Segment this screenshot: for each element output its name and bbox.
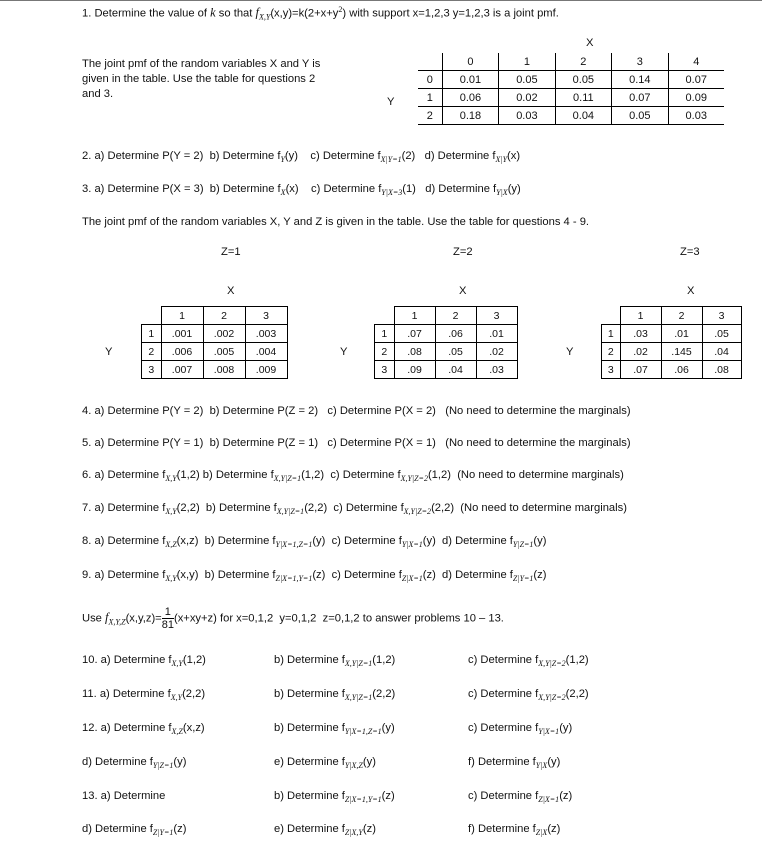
q10-a-sub: X,Y [171, 659, 183, 668]
q6-part-b: b) Determine f [202, 469, 274, 481]
z1-x-header: 3 [245, 307, 287, 325]
q13-c-sub: Z|X=1 [538, 795, 560, 804]
q10-part-b-wrap [274, 654, 395, 668]
table-cell: .04 [435, 361, 476, 379]
q8-part-b: b) Determine f [204, 535, 276, 547]
intro1-line-2: given in the table. Use the table for questions 2 [82, 73, 316, 85]
table1-x-header: 3 [612, 53, 668, 71]
q13-part-d-wrap [82, 823, 186, 837]
q2-d-arg: (x) [507, 150, 521, 162]
table1-x-header: 0 [442, 53, 498, 71]
q7-b-sub: X,Y|Z=1 [276, 507, 305, 516]
q7-note: (No need to determine marginals) [460, 502, 627, 514]
q12-c-arg: (y) [559, 722, 573, 734]
q2-part-d: d) Determine f [424, 150, 496, 162]
q8-d-arg: (y) [533, 535, 547, 547]
q12-f-arg: (y) [547, 756, 561, 768]
fraction-1-81 [162, 606, 174, 631]
use-lhs: (x,y,z)= [125, 612, 162, 625]
q3-c-arg: (1) [402, 183, 416, 195]
q10-c-sub: X,Y|Z=2 [538, 659, 566, 668]
q1-support: with support [349, 7, 410, 20]
q12-a-arg: (x,z) [182, 722, 205, 734]
table-cell: .002 [203, 325, 245, 343]
table-cell: .006 [161, 343, 203, 361]
z2-x-header: 2 [435, 307, 476, 325]
q9-c-sub: Z|X=1 [401, 574, 423, 583]
page-top-border [0, 0, 762, 1]
use-rhs: (x+xy+z) [173, 612, 217, 625]
table-cell: 0.09 [668, 89, 724, 107]
q12-part-f-wrap [468, 756, 560, 770]
q12-part-b-wrap [274, 722, 395, 736]
q1-xrange: x=1,2,3 [412, 7, 450, 20]
q1-tail: is a joint pmf. [492, 7, 559, 20]
table-cell: 0.06 [442, 89, 498, 107]
q11-b-arg: (2,2) [372, 688, 396, 700]
table-cell: .007 [161, 361, 203, 379]
q1-sup: 2 [338, 5, 343, 14]
q13-d-arg: (z) [173, 823, 187, 835]
question-1 [82, 5, 559, 22]
use-f: f [105, 610, 109, 625]
q7-part-a: 7. a) Determine f [82, 502, 166, 514]
z1-x-header: 1 [161, 307, 203, 325]
q2-part-c: c) Determine f [310, 150, 381, 162]
q1-close: ) [342, 7, 347, 20]
q11-part-c-wrap [468, 688, 589, 702]
q13-part-b: b) Determine f [274, 790, 345, 802]
q12-part-f: f) Determine f [468, 756, 536, 768]
q11-part-b: b) Determine f [274, 688, 345, 700]
table1-corner [418, 53, 442, 71]
q2-part-b: b) Determine f [209, 150, 281, 162]
question-3 [82, 183, 521, 197]
q13-e-arg: (z) [362, 823, 376, 835]
table-cell: .02 [620, 343, 661, 361]
q4-part-b: b) Determine P(Z = 2) [209, 405, 319, 417]
table-cell: .06 [661, 361, 702, 379]
use-sub: X,Y,Z [108, 617, 126, 627]
z2-x-header: 3 [476, 307, 517, 325]
q3-d-arg: (y) [507, 183, 521, 195]
table1-y-header: 1 [418, 89, 442, 107]
table-row [142, 361, 288, 379]
use-pre: Use [82, 612, 102, 625]
table-cell: .04 [702, 343, 741, 361]
z2-corner [375, 307, 395, 325]
z1-corner [142, 307, 162, 325]
table-cell: .01 [476, 325, 517, 343]
q6-c-arg: (1,2) [427, 469, 451, 481]
q13-part-e-wrap [274, 823, 376, 837]
intro-paragraph-1 [82, 57, 320, 102]
table-cell: .001 [161, 325, 203, 343]
q12-a-sub: X,Z [171, 727, 183, 736]
q8-a-arg: (x,z) [176, 535, 199, 547]
table-cell: 0.11 [555, 89, 611, 107]
table-cell: .07 [394, 325, 435, 343]
q12-part-e-wrap [274, 756, 376, 770]
z2-x-label: X [459, 285, 467, 297]
table-cell: 0.07 [612, 89, 668, 107]
z3-corner [602, 307, 621, 325]
q8-part-c: c) Determine f [331, 535, 402, 547]
q2-c-arg: (2) [401, 150, 416, 162]
table-cell: .07 [620, 361, 661, 379]
joint-pmf-table-z3 [601, 306, 742, 379]
q7-a-sub: X,Y [165, 507, 177, 516]
q10-part-a-wrap [82, 654, 206, 668]
question-9 [82, 569, 546, 583]
q4-part-a: 4. a) Determine P(Y = 2) [82, 405, 204, 417]
q12-part-a-wrap [82, 722, 205, 736]
q4-part-c: c) Determine P(X = 2) [327, 405, 436, 417]
q10-part-c: c) Determine f [468, 654, 539, 666]
table-cell: .005 [203, 343, 245, 361]
q2-b-arg: (y) [284, 150, 298, 162]
q9-part-a: 9. a) Determine f [82, 569, 166, 581]
table1-y-header: 0 [418, 71, 442, 89]
q3-part-d: d) Determine f [425, 183, 497, 195]
q10-c-arg: (1,2) [565, 654, 589, 666]
q10-part-a: 10. a) Determine f [82, 654, 172, 666]
table-cell: .01 [661, 325, 702, 343]
q6-a-arg: (1,2) [176, 469, 200, 481]
table-row [418, 107, 724, 125]
question-8 [82, 535, 546, 549]
q9-part-b: b) Determine f [204, 569, 276, 581]
z2-y-header: 2 [375, 343, 395, 361]
q7-c-sub: X,Y|Z=2 [403, 507, 432, 516]
z3-y-header: 1 [602, 325, 621, 343]
table-cell: .03 [620, 325, 661, 343]
z1-y-label: Y [105, 346, 113, 358]
q1-yrange: y=1,2,3 [452, 7, 490, 20]
q8-c-arg: (y) [422, 535, 436, 547]
q10-part-c-wrap [468, 654, 589, 668]
table-cell: .008 [203, 361, 245, 379]
q13-f-sub: Z|X [535, 828, 548, 837]
q9-a-arg: (x,y) [176, 569, 199, 581]
q9-b-sub: Z|X=1,Y=1 [275, 574, 313, 583]
question-4 [82, 405, 631, 417]
q12-part-c-wrap [468, 722, 572, 736]
table-cell: 0.03 [668, 107, 724, 125]
q13-part-f: f) Determine f [468, 823, 536, 835]
q2-b-sub: Y [280, 155, 285, 164]
q13-part-d: d) Determine f [82, 823, 153, 835]
q12-e-arg: (y) [362, 756, 376, 768]
table-row [602, 325, 742, 343]
table-cell: 0.14 [612, 71, 668, 89]
q6-a-sub: X,Y [165, 474, 177, 483]
q8-b-sub: Y|X=1,Z=1 [275, 540, 313, 549]
q11-a-sub: X,Y [170, 693, 183, 702]
q5-part-b: b) Determine P(Z = 1) [209, 437, 319, 449]
table-row [375, 343, 518, 361]
q1-k: k [210, 5, 216, 20]
q5-note: (No need to determine the marginals) [445, 437, 631, 449]
q11-c-arg: (2,2) [565, 688, 589, 700]
q3-b-arg: (x) [285, 183, 299, 195]
use-zrange: z=0,1,2 [322, 612, 360, 625]
table-row [602, 343, 742, 361]
z3-x-header: 1 [620, 307, 661, 325]
q12-d-sub: Y|Z=1 [152, 761, 174, 770]
table1-y-header: 2 [418, 107, 442, 125]
joint-pmf-table-xy [418, 53, 724, 125]
question-6 [82, 469, 624, 483]
z3-y-label: Y [566, 346, 574, 358]
question-5 [82, 437, 631, 449]
z1-x-label: X [227, 285, 235, 297]
q12-e-sub: Y|X,Z [344, 761, 363, 770]
table-cell: .03 [476, 361, 517, 379]
joint-pmf-table-z2 [374, 306, 518, 379]
q6-part-c: c) Determine f [330, 469, 401, 481]
q12-part-d: d) Determine f [82, 756, 153, 768]
table-row [418, 89, 724, 107]
use-joint-pmf-statement [82, 606, 504, 631]
q7-part-c: c) Determine f [333, 502, 404, 514]
table-cell: .09 [394, 361, 435, 379]
q11-part-c: c) Determine f [468, 688, 539, 700]
table-cell: 0.07 [668, 71, 724, 89]
q3-d-sub: Y|X [496, 188, 508, 197]
table-cell: 0.05 [612, 107, 668, 125]
table1-x-label: X [586, 37, 594, 49]
q10-a-arg: (1,2) [182, 654, 206, 666]
table-cell: .05 [435, 343, 476, 361]
q13-part-f-wrap [468, 823, 560, 837]
q6-c-sub: X,Y|Z=2 [400, 474, 428, 483]
q13-part-c-wrap [468, 790, 572, 804]
table-cell: .02 [476, 343, 517, 361]
q6-note: (No need to determine marginals) [457, 469, 624, 481]
q12-part-e: e) Determine f [274, 756, 345, 768]
q1-sub: X,Y [258, 12, 271, 22]
q8-part-a: 8. a) Determine f [82, 535, 166, 547]
table1-x-header: 4 [668, 53, 724, 71]
table-row [375, 361, 518, 379]
q6-part-a: 6. a) Determine f [82, 469, 166, 481]
intro1-line-3: and 3. [82, 88, 114, 100]
q12-c-sub: Y|X=1 [538, 727, 560, 736]
table-row [375, 325, 518, 343]
q2-c-sub: X|Y=1 [380, 155, 402, 164]
use-xrange: x=0,1,2 [236, 612, 274, 625]
table-cell: .145 [661, 343, 702, 361]
q13-c-arg: (z) [559, 790, 573, 802]
q12-part-d-wrap [82, 756, 186, 770]
q13-e-sub: Z|X,Y [344, 828, 363, 837]
q8-part-d: d) Determine f [442, 535, 513, 547]
question-2 [82, 150, 520, 164]
table-cell: 0.01 [442, 71, 498, 89]
q3-c-sub: Y|X=3 [381, 188, 403, 197]
z2-y-label: Y [340, 346, 348, 358]
q7-c-arg: (2,2) [431, 502, 455, 514]
table-cell: .05 [702, 325, 741, 343]
table-cell: 0.03 [499, 107, 555, 125]
q6-b-arg: (1,2) [301, 469, 325, 481]
z1-title: Z=1 [221, 246, 241, 258]
table-cell: .06 [435, 325, 476, 343]
table-cell: 0.05 [555, 71, 611, 89]
table-cell: .003 [245, 325, 287, 343]
table-cell: 0.04 [555, 107, 611, 125]
q8-a-sub: X,Z [165, 540, 177, 549]
q3-part-a: 3. a) Determine P(X = 3) [82, 183, 204, 195]
q13-part-b-wrap [274, 790, 395, 804]
q11-part-a-wrap [82, 688, 205, 702]
z1-y-header: 2 [142, 343, 162, 361]
q13-d-sub: Z|Y=1 [152, 828, 174, 837]
q7-a-arg: (2,2) [176, 502, 200, 514]
table-row [418, 71, 724, 89]
table1-y-label: Y [387, 96, 395, 108]
q9-b-arg: (z) [312, 569, 326, 581]
table-cell: 0.05 [499, 71, 555, 89]
q9-d-arg: (z) [533, 569, 547, 581]
q11-b-sub: X,Y|Z=1 [344, 693, 373, 702]
q2-part-a: 2. a) Determine P(Y = 2) [82, 150, 204, 162]
z1-x-header: 2 [203, 307, 245, 325]
q2-d-sub: X|Y [495, 155, 508, 164]
use-yrange: y=0,1,2 [279, 612, 317, 625]
q7-part-b: b) Determine f [205, 502, 277, 514]
q13-b-sub: Z|X=1,Y=1 [344, 795, 382, 804]
q13-part-c: c) Determine f [468, 790, 539, 802]
q10-b-arg: (1,2) [372, 654, 396, 666]
q4-note: (No need to determine the marginals) [445, 405, 631, 417]
q13-part-a: 13. a) Determine [82, 790, 166, 802]
q3-part-c: c) Determine f [311, 183, 382, 195]
table-cell: .009 [245, 361, 287, 379]
z3-x-header: 2 [661, 307, 702, 325]
table-row [602, 361, 742, 379]
z3-y-header: 2 [602, 343, 621, 361]
z2-title: Z=2 [453, 246, 473, 258]
q11-c-sub: X,Y|Z=2 [538, 693, 566, 702]
z1-y-header: 1 [142, 325, 162, 343]
use-for: for [219, 612, 234, 625]
z3-title: Z=3 [680, 246, 700, 258]
q8-b-arg: (y) [312, 535, 326, 547]
q9-part-c: c) Determine f [331, 569, 402, 581]
table-cell: .08 [702, 361, 741, 379]
q12-d-arg: (y) [173, 756, 187, 768]
q13-b-arg: (z) [381, 790, 395, 802]
use-tail: to answer problems 10 – 13. [362, 612, 504, 625]
q1-f: f [255, 5, 259, 20]
table-row [142, 343, 288, 361]
q12-part-a: 12. a) Determine f [82, 722, 172, 734]
q1-label: 1. Determine the value of [82, 7, 207, 20]
q5-part-c: c) Determine P(X = 1) [327, 437, 436, 449]
intro-paragraph-2: The joint pmf of the random variables X, Y and Z is given in the table. Use the table for questions 4 - 9. [82, 216, 590, 228]
q13-f-arg: (z) [547, 823, 561, 835]
q12-b-arg: (y) [381, 722, 395, 734]
q10-part-b: b) Determine f [274, 654, 345, 666]
table-row [142, 325, 288, 343]
z3-x-label: X [687, 285, 695, 297]
z2-y-header: 1 [375, 325, 395, 343]
q7-b-arg: (2,2) [304, 502, 328, 514]
q11-part-a: 11. a) Determine f [82, 688, 171, 700]
q11-a-arg: (2,2) [182, 688, 206, 700]
q13-part-e: e) Determine f [274, 823, 345, 835]
q11-part-b-wrap [274, 688, 395, 702]
q12-part-c: c) Determine f [468, 722, 539, 734]
fraction-denominator: 81 [161, 619, 174, 631]
table1-x-header: 2 [555, 53, 611, 71]
fraction-numerator: 1 [162, 606, 174, 619]
q12-b-sub: Y|X=1,Z=1 [344, 727, 382, 736]
q8-c-sub: Y|X=1 [401, 540, 423, 549]
q8-d-sub: Y|Z=1 [512, 540, 534, 549]
table-cell: .08 [394, 343, 435, 361]
z3-x-header: 3 [702, 307, 741, 325]
q9-c-arg: (z) [422, 569, 436, 581]
q1-args: (x,y)=k(2+x+y [270, 7, 339, 20]
z2-x-header: 1 [394, 307, 435, 325]
z3-y-header: 3 [602, 361, 621, 379]
intro1-line-1: The joint pmf of the random variables X and Y is [82, 58, 321, 70]
question-7 [82, 502, 627, 516]
table-cell: 0.02 [499, 89, 555, 107]
table-cell: 0.18 [442, 107, 498, 125]
q9-d-sub: Z|Y=1 [512, 574, 534, 583]
q1-text: so that [218, 7, 253, 20]
q9-a-sub: X,Y [165, 574, 177, 583]
q12-part-b: b) Determine f [274, 722, 345, 734]
q5-part-a: 5. a) Determine P(Y = 1) [82, 437, 204, 449]
q9-part-d: d) Determine f [442, 569, 513, 581]
q10-b-sub: X,Y|Z=1 [344, 659, 373, 668]
table-cell: .004 [245, 343, 287, 361]
q12-f-sub: Y|X [535, 761, 548, 770]
q13-part-a-wrap [82, 790, 165, 802]
joint-pmf-table-z1 [141, 306, 288, 379]
table1-x-header: 1 [499, 53, 555, 71]
q3-b-sub: X [280, 188, 286, 197]
q3-part-b: b) Determine f [209, 183, 281, 195]
z2-y-header: 3 [375, 361, 395, 379]
z1-y-header: 3 [142, 361, 162, 379]
q6-b-sub: X,Y|Z=1 [273, 474, 302, 483]
